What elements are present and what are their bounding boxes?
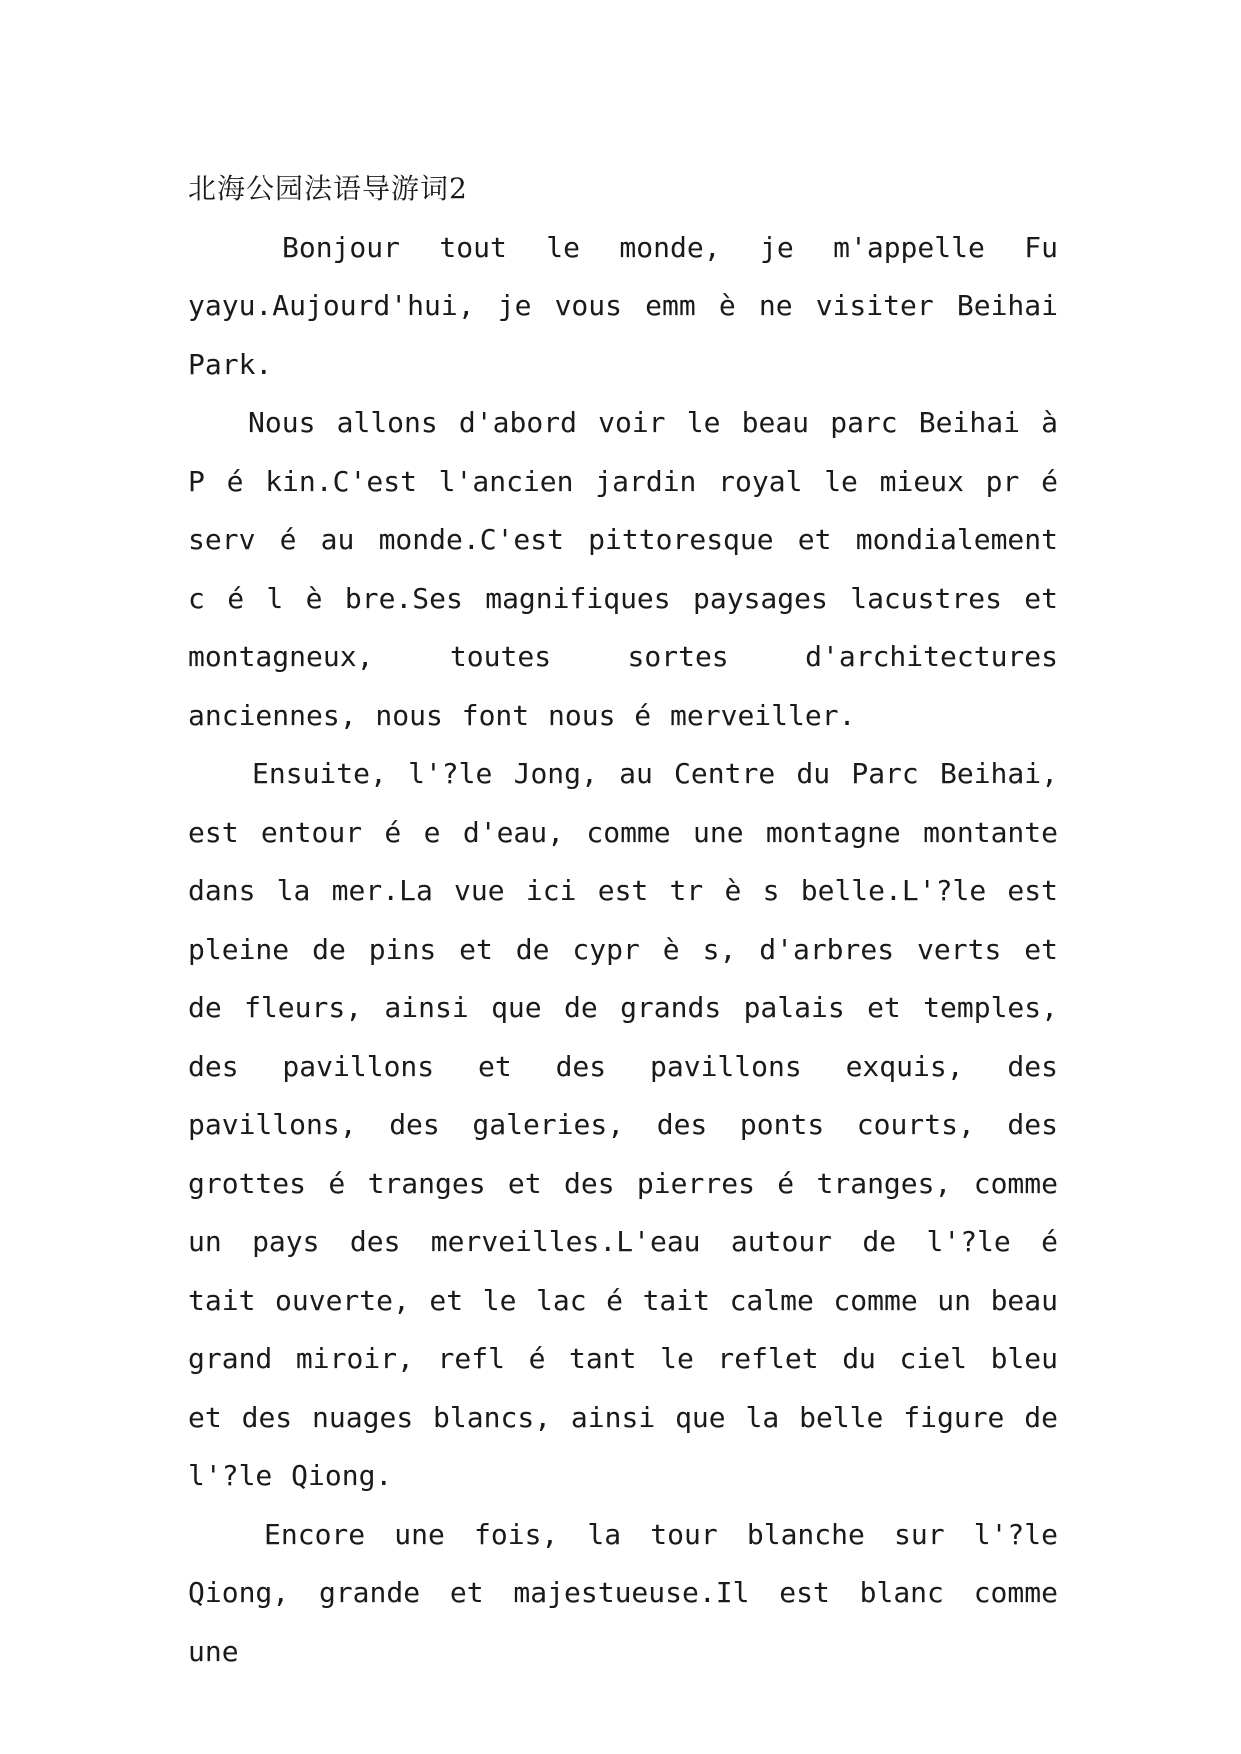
paragraph-intro: Bonjour tout le monde, je m'appelle Fu yayu.Aujourd'hui, je vous emm è ne visiter Beihai Park. — [188, 230, 1058, 381]
document-body — [188, 160, 1058, 1681]
document-title: 北海公园法语导游词2 — [188, 172, 468, 205]
paragraph-beihai-park: Nous allons d'abord voir le beau parc Beihai à P é kin.C'est l'ancien jardin royal le mieux pr é serv é au monde.C'est pittoresque et mondialement c é l è bre.Ses magnifiques paysages lacustres et montagneux, toutes sortes d'architectures anciennes, nous font nous é merveiller. — [188, 406, 1058, 732]
paragraph-white-tower: Encore une fois, la tour blanche sur l'?le Qiong, grande et majestueuse.Il est blanc comme une — [188, 1517, 1058, 1668]
paragraph-jong-island: Ensuite, l'?le Jong, au Centre du Parc Beihai, est entour é e d'eau, comme une montagne montante dans la mer.La vue ici est tr è s belle.L'?le est pleine de pins et de cypr è s, d'arbres verts et de fleurs, ainsi que de grands palais et temples, des pavillons et des pavillons exquis, des pavillons, des galeries, des ponts courts, des grottes é tranges et des pierres é tranges, comme un pays des merveilles.L'eau autour de l'?le é tait ouverte, et le lac é tait calme comme un beau grand miroir, refl é tant le reflet du ciel bleu et des nuages blancs, ainsi que la belle figure de l'?le Qiong. — [188, 757, 1058, 1492]
